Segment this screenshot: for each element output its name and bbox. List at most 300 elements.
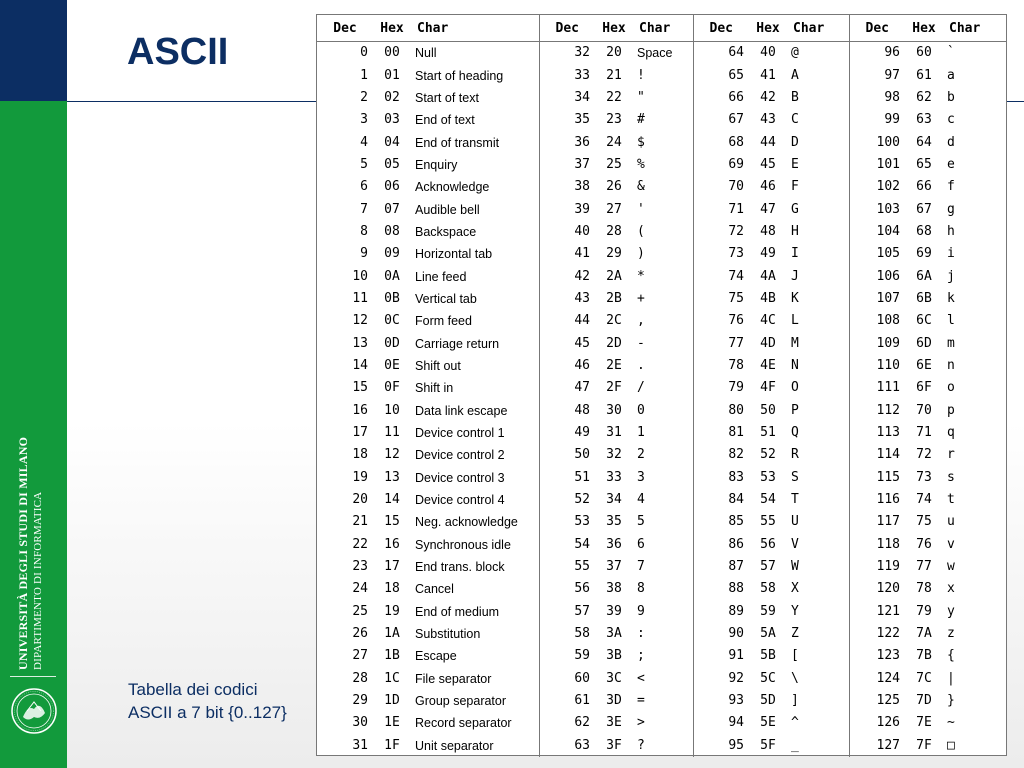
cell-hex: 72 bbox=[916, 447, 932, 463]
cell-dec: 82 bbox=[693, 444, 749, 466]
cell-char: Device control 3 bbox=[415, 470, 505, 485]
table-row bbox=[317, 355, 1006, 377]
cell-char: c bbox=[947, 112, 955, 128]
header-char-g1: Char bbox=[411, 15, 539, 42]
cell-hex: 65 bbox=[916, 156, 932, 172]
table-row bbox=[317, 489, 1006, 511]
cell-dec: 80 bbox=[693, 400, 749, 422]
cell-hex: 6B bbox=[916, 290, 932, 306]
table-row bbox=[317, 601, 1006, 623]
cell-char: B bbox=[791, 89, 799, 105]
table-row bbox=[317, 511, 1006, 533]
cell-dec: 29 bbox=[352, 693, 368, 709]
cell-char: s bbox=[947, 469, 955, 485]
header-dec-g1: Dec bbox=[317, 15, 373, 42]
cell-char: Q bbox=[791, 425, 799, 441]
table-row bbox=[317, 243, 1006, 265]
cell-hex: 4F bbox=[760, 380, 776, 396]
cell-char: Shift in bbox=[415, 381, 454, 396]
cell-dec: 73 bbox=[693, 243, 749, 265]
cell-char: Vertical tab bbox=[415, 291, 477, 306]
ascii-table-frame bbox=[316, 14, 1007, 756]
cell-dec: 64 bbox=[693, 42, 749, 65]
cell-char: File separator bbox=[415, 671, 492, 686]
cell-char: S bbox=[791, 469, 799, 485]
sidebar-divider bbox=[10, 676, 56, 677]
cell-hex: 57 bbox=[760, 559, 776, 575]
cell-hex: 06 bbox=[384, 179, 400, 195]
university-name-line1: UNIVERSITÀ DEGLI STUDI DI MILANO bbox=[16, 436, 30, 670]
cell-char: E bbox=[791, 156, 799, 172]
cell-dec: 108 bbox=[849, 310, 905, 332]
cell-char: I bbox=[791, 246, 799, 262]
cell-dec: 11 bbox=[352, 290, 368, 306]
cell-hex: 5B bbox=[760, 648, 776, 664]
cell-hex: 55 bbox=[760, 514, 776, 530]
cell-hex: 00 bbox=[384, 45, 400, 61]
cell-char: O bbox=[791, 380, 799, 396]
cell-char: > bbox=[637, 715, 645, 731]
cell-dec: 13 bbox=[352, 335, 368, 351]
cell-char: Backspace bbox=[415, 224, 477, 239]
header-hex-g3: Hex bbox=[749, 15, 787, 42]
cell-hex: 66 bbox=[916, 179, 932, 195]
cell-hex: 46 bbox=[760, 179, 776, 195]
cell-dec: 91 bbox=[693, 645, 749, 667]
cell-hex: 0A bbox=[384, 268, 400, 284]
cell-hex: 63 bbox=[916, 112, 932, 128]
cell-dec: 121 bbox=[849, 601, 905, 623]
cell-hex: 0E bbox=[384, 357, 400, 373]
cell-char: ` bbox=[947, 45, 955, 61]
cell-dec: 8 bbox=[360, 223, 368, 239]
cell-char: □ bbox=[947, 737, 955, 753]
cell-dec: 21 bbox=[352, 514, 368, 530]
cell-hex: 32 bbox=[606, 447, 622, 463]
cell-dec: 114 bbox=[849, 444, 905, 466]
cell-dec: 93 bbox=[693, 690, 749, 712]
sidebar bbox=[0, 0, 67, 768]
cell-char: End trans. block bbox=[415, 560, 505, 575]
cell-dec: 100 bbox=[849, 131, 905, 153]
table-row bbox=[317, 198, 1006, 220]
cell-dec: 26 bbox=[352, 626, 368, 642]
cell-hex: 35 bbox=[606, 514, 622, 530]
cell-hex: 76 bbox=[916, 536, 932, 552]
cell-hex: 74 bbox=[916, 492, 932, 508]
department-name-line2: DIPARTIMENTO DI INFORMATICA bbox=[32, 491, 44, 670]
cell-hex: 70 bbox=[916, 402, 932, 418]
cell-char: V bbox=[791, 536, 799, 552]
cell-char: Synchronous idle bbox=[415, 537, 511, 552]
cell-hex: 77 bbox=[916, 559, 932, 575]
cell-hex: 2A bbox=[606, 268, 622, 284]
cell-hex: 56 bbox=[760, 536, 776, 552]
cell-dec: 126 bbox=[849, 712, 905, 734]
cell-char: z bbox=[947, 626, 955, 642]
table-row bbox=[317, 87, 1006, 109]
cell-hex: 44 bbox=[760, 134, 776, 150]
cell-dec: 14 bbox=[352, 357, 368, 373]
cell-dec: 127 bbox=[849, 735, 905, 757]
cell-char: . bbox=[637, 357, 645, 373]
cell-char: a bbox=[947, 67, 955, 83]
table-row bbox=[317, 534, 1006, 556]
cell-char: t bbox=[947, 492, 955, 508]
cell-dec: 84 bbox=[693, 489, 749, 511]
cell-hex: 7F bbox=[916, 737, 932, 753]
cell-hex: 59 bbox=[760, 603, 776, 619]
cell-hex: 4D bbox=[760, 335, 776, 351]
table-row bbox=[317, 265, 1006, 287]
cell-char: End of medium bbox=[415, 604, 500, 619]
cell-char: Shift out bbox=[415, 358, 461, 373]
cell-dec: 83 bbox=[693, 467, 749, 489]
cell-char: e bbox=[947, 156, 955, 172]
cell-hex: 6D bbox=[916, 335, 932, 351]
cell-char: d bbox=[947, 134, 955, 150]
cell-dec: 43 bbox=[539, 288, 595, 310]
cell-char: 5 bbox=[637, 514, 645, 530]
table-row bbox=[317, 690, 1006, 712]
slide-title: ASCII bbox=[127, 31, 229, 73]
cell-hex: 1C bbox=[384, 670, 400, 686]
cell-hex: 2E bbox=[606, 357, 622, 373]
cell-dec: 10 bbox=[352, 268, 368, 284]
cell-hex: 03 bbox=[384, 112, 400, 128]
cell-char: = bbox=[637, 693, 645, 709]
cell-char: , bbox=[637, 313, 645, 329]
cell-hex: 28 bbox=[606, 223, 622, 239]
cell-char: @ bbox=[791, 45, 799, 61]
cell-hex: 7E bbox=[916, 715, 932, 731]
cell-char: End of transmit bbox=[415, 135, 500, 150]
cell-hex: 2B bbox=[606, 290, 622, 306]
cell-dec: 3 bbox=[360, 112, 368, 128]
header-hex-g4: Hex bbox=[905, 15, 943, 42]
table-row bbox=[317, 310, 1006, 332]
cell-char: 4 bbox=[637, 492, 645, 508]
cell-dec: 54 bbox=[539, 534, 595, 556]
cell-hex: 25 bbox=[606, 156, 622, 172]
cell-char: v bbox=[947, 536, 955, 552]
cell-dec: 5 bbox=[360, 156, 368, 172]
cell-hex: 04 bbox=[384, 134, 400, 150]
cell-char: Record separator bbox=[415, 716, 512, 731]
cell-dec: 97 bbox=[849, 64, 905, 86]
cell-char: H bbox=[791, 223, 799, 239]
cell-char: Escape bbox=[415, 649, 457, 664]
cell-hex: 4E bbox=[760, 357, 776, 373]
cell-char: l bbox=[947, 313, 955, 329]
cell-char: Enquiry bbox=[415, 157, 458, 172]
cell-char: 2 bbox=[637, 447, 645, 463]
cell-dec: 99 bbox=[849, 109, 905, 131]
cell-char: P bbox=[791, 402, 799, 418]
cell-dec: 41 bbox=[539, 243, 595, 265]
table-row bbox=[317, 332, 1006, 354]
cell-dec: 62 bbox=[539, 712, 595, 734]
cell-hex: 0C bbox=[384, 313, 400, 329]
cell-dec: 56 bbox=[539, 578, 595, 600]
cell-dec: 94 bbox=[693, 712, 749, 734]
cell-dec: 70 bbox=[693, 176, 749, 198]
cell-hex: 79 bbox=[916, 603, 932, 619]
cell-dec: 49 bbox=[539, 422, 595, 444]
table-header-row bbox=[317, 15, 1006, 42]
cell-hex: 3C bbox=[606, 670, 622, 686]
cell-dec: 57 bbox=[539, 601, 595, 623]
cell-char: Carriage return bbox=[415, 336, 500, 351]
cell-hex: 31 bbox=[606, 425, 622, 441]
cell-hex: 02 bbox=[384, 89, 400, 105]
cell-hex: 3D bbox=[606, 693, 622, 709]
cell-char: Data link escape bbox=[415, 403, 508, 418]
cell-hex: 5E bbox=[760, 715, 776, 731]
cell-dec: 25 bbox=[352, 603, 368, 619]
cell-hex: 6F bbox=[916, 380, 932, 396]
table-row bbox=[317, 467, 1006, 489]
cell-dec: 116 bbox=[849, 489, 905, 511]
cell-dec: 101 bbox=[849, 154, 905, 176]
cell-hex: 40 bbox=[760, 45, 776, 61]
header-char-g2: Char bbox=[633, 15, 693, 42]
cell-dec: 34 bbox=[539, 87, 595, 109]
ascii-table bbox=[317, 15, 1006, 757]
header-dec-g4: Dec bbox=[849, 15, 905, 42]
cell-dec: 60 bbox=[539, 668, 595, 690]
table-row bbox=[317, 645, 1006, 667]
cell-char: Group separator bbox=[415, 694, 507, 709]
table-row bbox=[317, 400, 1006, 422]
cell-dec: 76 bbox=[693, 310, 749, 332]
cell-char: L bbox=[791, 313, 799, 329]
cell-char: u bbox=[947, 514, 955, 530]
cell-hex: 41 bbox=[760, 67, 776, 83]
cell-hex: 5D bbox=[760, 693, 776, 709]
cell-dec: 89 bbox=[693, 601, 749, 623]
cell-char: Device control 1 bbox=[415, 426, 505, 441]
cell-hex: 3B bbox=[606, 648, 622, 664]
cell-dec: 95 bbox=[693, 735, 749, 757]
cell-dec: 104 bbox=[849, 221, 905, 243]
cell-dec: 48 bbox=[539, 400, 595, 422]
cell-char: o bbox=[947, 380, 955, 396]
cell-hex: 6A bbox=[916, 268, 932, 284]
cell-char: r bbox=[947, 447, 955, 463]
cell-dec: 96 bbox=[849, 42, 905, 65]
cell-dec: 23 bbox=[352, 559, 368, 575]
cell-char: Unit separator bbox=[415, 738, 494, 753]
cell-char: Line feed bbox=[415, 269, 467, 284]
cell-char: Space bbox=[637, 46, 673, 61]
cell-char: Neg. acknowledge bbox=[415, 515, 518, 530]
cell-dec: 59 bbox=[539, 645, 595, 667]
cell-char: & bbox=[637, 179, 645, 195]
cell-hex: 22 bbox=[606, 89, 622, 105]
cell-dec: 77 bbox=[693, 332, 749, 354]
cell-hex: 50 bbox=[760, 402, 776, 418]
cell-dec: 106 bbox=[849, 265, 905, 287]
cell-char: b bbox=[947, 89, 955, 105]
cell-hex: 68 bbox=[916, 223, 932, 239]
cell-char: | bbox=[947, 670, 955, 686]
table-row bbox=[317, 109, 1006, 131]
cell-char: % bbox=[637, 156, 645, 172]
header-hex-g1: Hex bbox=[373, 15, 411, 42]
cell-char: k bbox=[947, 290, 955, 306]
cell-dec: 33 bbox=[539, 64, 595, 86]
cell-dec: 98 bbox=[849, 87, 905, 109]
cell-hex: 54 bbox=[760, 492, 776, 508]
cell-char: 8 bbox=[637, 581, 645, 597]
cell-dec: 19 bbox=[352, 469, 368, 485]
cell-hex: 1D bbox=[384, 693, 400, 709]
cell-hex: 2F bbox=[606, 380, 622, 396]
cell-dec: 1 bbox=[360, 67, 368, 83]
cell-dec: 44 bbox=[539, 310, 595, 332]
cell-dec: 105 bbox=[849, 243, 905, 265]
cell-dec: 17 bbox=[352, 425, 368, 441]
cell-char: Null bbox=[415, 46, 437, 61]
cell-char: ~ bbox=[947, 715, 955, 731]
table-row bbox=[317, 735, 1006, 757]
cell-dec: 118 bbox=[849, 534, 905, 556]
cell-char: { bbox=[947, 648, 955, 664]
cell-hex: 1A bbox=[384, 626, 400, 642]
cell-dec: 35 bbox=[539, 109, 595, 131]
cell-dec: 30 bbox=[352, 715, 368, 731]
cell-char: U bbox=[791, 514, 799, 530]
sidebar-top-block bbox=[0, 0, 67, 101]
cell-dec: 109 bbox=[849, 332, 905, 354]
cell-char: W bbox=[791, 559, 799, 575]
cell-hex: 49 bbox=[760, 246, 776, 262]
cell-hex: 78 bbox=[916, 581, 932, 597]
cell-hex: 62 bbox=[916, 89, 932, 105]
cell-dec: 102 bbox=[849, 176, 905, 198]
table-row bbox=[317, 288, 1006, 310]
cell-hex: 61 bbox=[916, 67, 932, 83]
table-row bbox=[317, 623, 1006, 645]
cell-hex: 1F bbox=[384, 737, 400, 753]
cell-hex: 17 bbox=[384, 559, 400, 575]
cell-char: - bbox=[637, 335, 645, 351]
cell-dec: 111 bbox=[849, 377, 905, 399]
cell-char: # bbox=[637, 112, 645, 128]
cell-char: Substitution bbox=[415, 627, 481, 642]
cell-char: ' bbox=[637, 201, 645, 217]
cell-hex: 4C bbox=[760, 313, 776, 329]
cell-hex: 43 bbox=[760, 112, 776, 128]
table-row bbox=[317, 578, 1006, 600]
cell-char: 3 bbox=[637, 469, 645, 485]
university-name bbox=[16, 437, 46, 670]
cell-dec: 42 bbox=[539, 265, 595, 287]
cell-char: ; bbox=[637, 648, 645, 664]
cell-hex: 34 bbox=[606, 492, 622, 508]
cell-hex: 24 bbox=[606, 134, 622, 150]
cell-hex: 71 bbox=[916, 425, 932, 441]
cell-char: K bbox=[791, 290, 799, 306]
cell-dec: 61 bbox=[539, 690, 595, 712]
cell-hex: 16 bbox=[384, 536, 400, 552]
cell-hex: 67 bbox=[916, 201, 932, 217]
cell-hex: 10 bbox=[384, 402, 400, 418]
cell-char: T bbox=[791, 492, 799, 508]
cell-hex: 0D bbox=[384, 335, 400, 351]
cell-hex: 60 bbox=[916, 45, 932, 61]
cell-hex: 23 bbox=[606, 112, 622, 128]
cell-hex: 7C bbox=[916, 670, 932, 686]
cell-dec: 16 bbox=[352, 402, 368, 418]
cell-dec: 55 bbox=[539, 556, 595, 578]
cell-dec: 78 bbox=[693, 355, 749, 377]
cell-char: q bbox=[947, 425, 955, 441]
cell-dec: 90 bbox=[693, 623, 749, 645]
cell-char: y bbox=[947, 603, 955, 619]
cell-char: J bbox=[791, 268, 799, 284]
cell-hex: 21 bbox=[606, 67, 622, 83]
cell-char: * bbox=[637, 268, 645, 284]
cell-dec: 0 bbox=[360, 45, 368, 61]
cell-hex: 2C bbox=[606, 313, 622, 329]
header-hex-g2: Hex bbox=[595, 15, 633, 42]
cell-hex: 11 bbox=[384, 425, 400, 441]
cell-char: ! bbox=[637, 67, 645, 83]
cell-dec: 81 bbox=[693, 422, 749, 444]
cell-char: } bbox=[947, 693, 955, 709]
cell-char: Start of heading bbox=[415, 68, 504, 83]
table-row bbox=[317, 42, 1006, 65]
table-body bbox=[317, 42, 1006, 758]
cell-hex: 01 bbox=[384, 67, 400, 83]
cell-hex: 19 bbox=[384, 603, 400, 619]
cell-dec: 51 bbox=[539, 467, 595, 489]
cell-hex: 51 bbox=[760, 425, 776, 441]
cell-dec: 66 bbox=[693, 87, 749, 109]
cell-hex: 3F bbox=[606, 737, 622, 753]
cell-hex: 26 bbox=[606, 179, 622, 195]
cell-hex: 52 bbox=[760, 447, 776, 463]
cell-hex: 48 bbox=[760, 223, 776, 239]
cell-dec: 31 bbox=[352, 737, 368, 753]
cell-dec: 9 bbox=[360, 246, 368, 262]
cell-hex: 14 bbox=[384, 492, 400, 508]
cell-dec: 92 bbox=[693, 668, 749, 690]
cell-hex: 73 bbox=[916, 469, 932, 485]
cell-hex: 13 bbox=[384, 469, 400, 485]
cell-char: Audible bell bbox=[415, 202, 480, 217]
cell-char: h bbox=[947, 223, 955, 239]
cell-hex: 58 bbox=[760, 581, 776, 597]
cell-char: C bbox=[791, 112, 799, 128]
cell-char: < bbox=[637, 670, 645, 686]
cell-dec: 45 bbox=[539, 332, 595, 354]
cell-hex: 5F bbox=[760, 737, 776, 753]
cell-char: 6 bbox=[637, 536, 645, 552]
cell-hex: 0B bbox=[384, 290, 400, 306]
cell-dec: 123 bbox=[849, 645, 905, 667]
cell-dec: 50 bbox=[539, 444, 595, 466]
table-row bbox=[317, 422, 1006, 444]
cell-dec: 37 bbox=[539, 154, 595, 176]
cell-hex: 09 bbox=[384, 246, 400, 262]
cell-dec: 4 bbox=[360, 134, 368, 150]
header-dec-g2: Dec bbox=[539, 15, 595, 42]
cell-dec: 75 bbox=[693, 288, 749, 310]
cell-dec: 68 bbox=[693, 131, 749, 153]
